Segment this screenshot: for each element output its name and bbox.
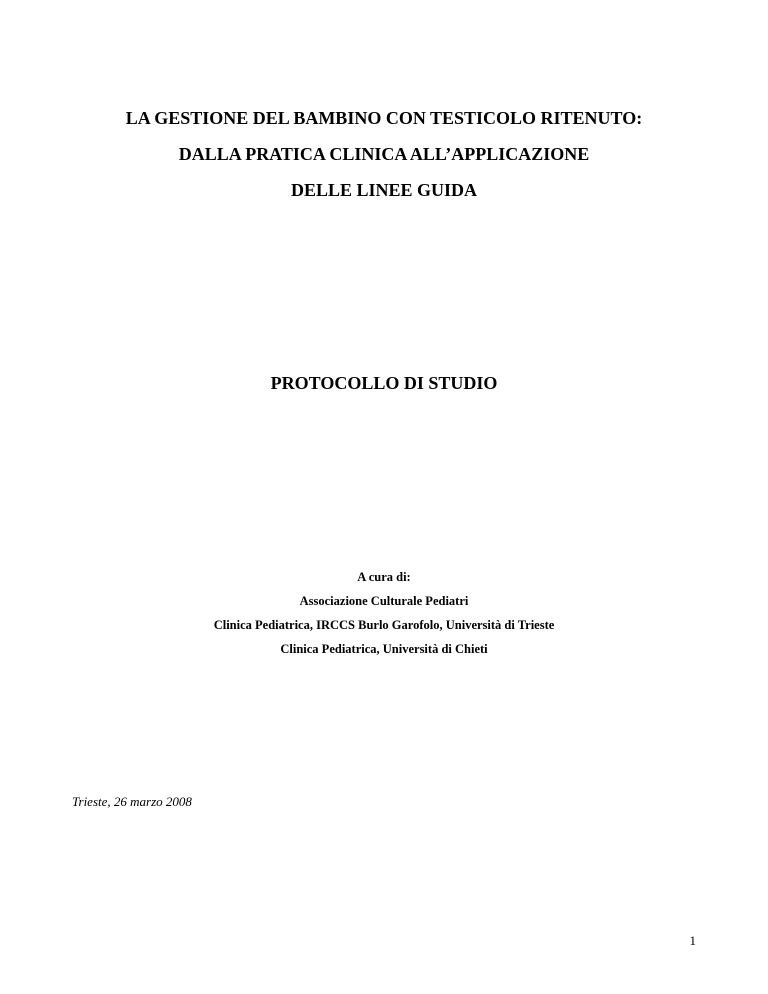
title-line-1: LA GESTIONE DEL BAMBINO CON TESTICOLO RITENUTO:	[125, 108, 643, 128]
curator-line-2: Clinica Pediatrica, IRCCS Burlo Garofolo, Università di Trieste	[213, 618, 555, 632]
document-subtitle: PROTOCOLLO DI STUDIO	[270, 373, 498, 393]
page-number: 1	[689, 933, 696, 948]
document-title	[0, 108, 768, 216]
curators-block	[0, 570, 768, 666]
title-line-2: DALLA PRATICA CLINICA ALL’APPLICAZIONE	[178, 144, 590, 164]
curator-line-1: Associazione Culturale Pediatri	[299, 594, 469, 608]
curators-heading: A cura di:	[357, 570, 411, 584]
place-date: Trieste, 26 marzo 2008	[72, 794, 192, 809]
title-line-3: DELLE LINEE GUIDA	[290, 180, 478, 200]
curator-line-3: Clinica Pediatrica, Università di Chieti	[280, 642, 488, 656]
